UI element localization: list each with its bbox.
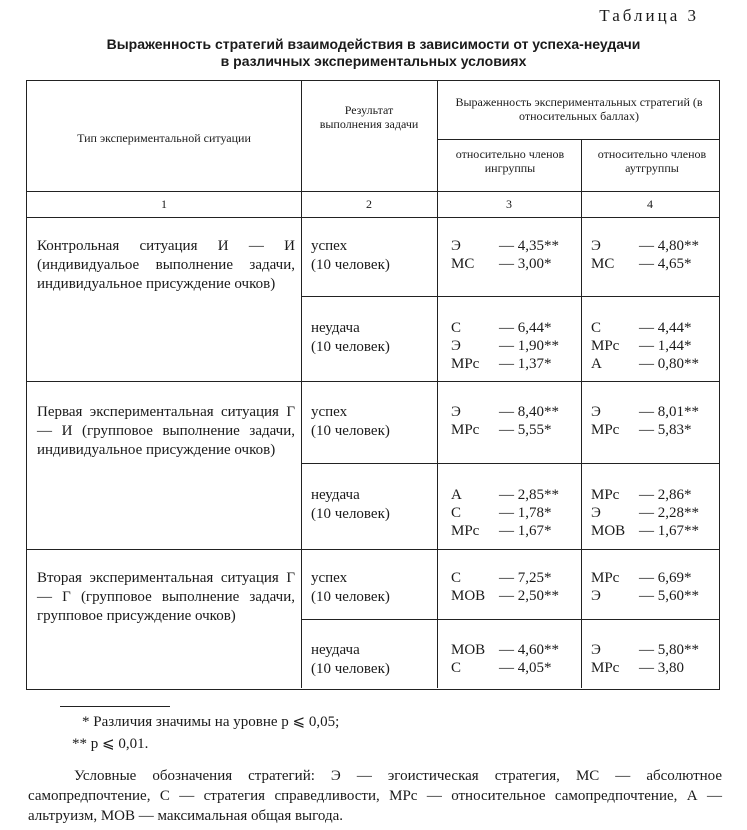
strategy-score: — 0,80**	[639, 356, 699, 372]
result-failure-3: неудача (10 человек)	[311, 642, 390, 677]
cell-outgroup	[591, 237, 699, 273]
footnote-separator	[60, 706, 170, 707]
strategy-abbr: Э	[451, 338, 461, 354]
strategy-value	[591, 421, 699, 439]
strategy-score: — 8,01**	[639, 404, 699, 420]
cell-outgroup	[591, 641, 699, 677]
cell-ingroup	[451, 319, 559, 373]
strategy-score: — 3,80	[639, 660, 684, 676]
row3-split	[301, 619, 719, 620]
header-sub-divider	[437, 139, 719, 140]
data-table	[26, 80, 720, 690]
strategy-abbr: МОВ	[451, 642, 486, 658]
strategy-value	[451, 403, 559, 421]
header-task-result: Результат выполнения задачи	[319, 103, 419, 131]
result-success-3: успех (10 человек)	[311, 570, 390, 605]
numbers-bottom	[27, 217, 719, 218]
strategy-value	[451, 587, 559, 605]
strategy-value	[591, 522, 699, 540]
strategy-abbr: Э	[591, 588, 601, 604]
strategy-value	[591, 641, 699, 659]
strategy-abbr: Э	[591, 642, 601, 658]
strategy-value	[591, 319, 699, 337]
strategy-value	[451, 255, 559, 273]
strategy-abbr: Э	[591, 505, 601, 521]
strategy-value	[451, 337, 559, 355]
strategy-abbr: Э	[451, 404, 461, 420]
cell-outgroup	[591, 319, 699, 373]
strategy-score: — 1,78*	[499, 505, 552, 521]
strategy-value	[591, 569, 699, 587]
situation-first: Первая экспериментальная ситуация Г — И (групповое выполнение задачи, индивидуальное присуждение очков)	[37, 404, 295, 458]
strategy-value	[591, 659, 699, 677]
cell-ingroup	[451, 403, 559, 439]
strategy-value	[591, 486, 699, 504]
header-ingroup: относительно членов ингруппы	[455, 147, 565, 175]
strategy-abbr: С	[451, 570, 462, 586]
strategy-value	[591, 403, 699, 421]
strategy-score: — 4,65*	[639, 256, 692, 272]
col-divider-2	[437, 81, 438, 688]
strategy-abbr: МС	[591, 256, 615, 272]
strategy-value	[591, 337, 699, 355]
strategy-abbr: МРс	[591, 338, 620, 354]
strategy-score: — 5,55*	[499, 422, 552, 438]
strategy-abbr: Э	[451, 238, 461, 254]
col-number-3: 3	[506, 197, 512, 211]
footnote-one-star: * Различия значимы на уровне p ⩽ 0,05;	[82, 714, 340, 730]
strategy-score: — 8,40**	[499, 404, 559, 420]
header-outgroup: относительно членов аутгруппы	[597, 147, 707, 175]
strategy-value	[451, 504, 559, 522]
situation-control: Контрольная ситуация И — И (индивидуальое выполнение задачи, индивидуальное присуждение очков)	[37, 238, 295, 292]
strategy-abbr: МОВ	[591, 523, 626, 539]
strategy-score: — 4,35**	[499, 238, 559, 254]
col-number-4: 4	[647, 197, 653, 211]
strategy-abbr: Э	[591, 404, 601, 420]
strategy-abbr: МС	[451, 256, 475, 272]
strategy-value	[451, 319, 559, 337]
cell-outgroup	[591, 403, 699, 439]
strategy-score: — 1,44*	[639, 338, 692, 354]
strategy-value	[591, 504, 699, 522]
strategy-value	[591, 587, 699, 605]
cell-outgroup	[591, 486, 699, 540]
strategy-score: — 1,90**	[499, 338, 559, 354]
strategy-abbr: МРс	[451, 523, 480, 539]
strategy-abbr: МРс	[591, 660, 620, 676]
strategy-value	[451, 486, 559, 504]
cell-ingroup	[451, 569, 559, 605]
cell-ingroup	[451, 237, 559, 273]
situation-second: Вторая экспериментальная ситуация Г — Г (групповое выполнение задачи, групповое присуждение очков)	[37, 570, 295, 624]
strategy-value	[451, 641, 559, 659]
strategy-score: — 5,83*	[639, 422, 692, 438]
strategy-value	[451, 659, 559, 677]
strategy-abbr: С	[451, 505, 462, 521]
strategy-abbr: МРс	[451, 356, 480, 372]
strategy-value	[451, 237, 559, 255]
strategy-value	[451, 355, 559, 373]
strategy-score: — 1,67**	[639, 523, 699, 539]
strategy-legend: Условные обозначения стратегий: Э — эгоистическая стратегия, МС — абсолютное самопредпочтение, С — стратегия справедливости, МРс — относительное самопредпочтение, А — альтруизм, МОВ — максимальная общая выгода.	[28, 768, 722, 824]
strategy-abbr: МРс	[451, 422, 480, 438]
strategy-value	[451, 569, 559, 587]
strategy-score: — 6,44*	[499, 320, 552, 336]
strategy-score: — 4,44*	[639, 320, 692, 336]
table-label: Таблица 3	[599, 6, 699, 25]
cell-ingroup	[451, 641, 559, 677]
strategy-score: — 1,37*	[499, 356, 552, 372]
strategy-score: — 3,00*	[499, 256, 552, 272]
strategy-abbr: МРс	[591, 487, 620, 503]
strategy-abbr: А	[591, 356, 602, 372]
title-line-1: Выраженность стратегий взаимодействия в зависимости от успеха-неудачи	[106, 36, 641, 52]
strategy-score: — 7,25*	[499, 570, 552, 586]
strategy-abbr: МРс	[591, 422, 620, 438]
strategy-score: — 5,80**	[639, 642, 699, 658]
header-strategy-expression: Выраженность экспериментальных стратегий (в относительных баллах)	[455, 95, 703, 123]
strategy-score: — 2,85**	[499, 487, 559, 503]
row2-split	[301, 463, 719, 464]
strategy-abbr: С	[451, 320, 462, 336]
footnote-two-star: ** p ⩽ 0,01.	[72, 736, 149, 752]
row1-split	[301, 296, 719, 297]
cell-ingroup	[451, 486, 559, 540]
title-line-2: в различных экспериментальных условиях	[220, 53, 527, 69]
strategy-score: — 6,69*	[639, 570, 692, 586]
result-success-1: успех (10 человек)	[311, 238, 390, 273]
col-divider-1	[301, 81, 302, 688]
strategy-value	[451, 522, 559, 540]
cell-outgroup	[591, 569, 699, 605]
result-success-2: успех (10 человек)	[311, 404, 390, 439]
strategy-score: — 2,50**	[499, 588, 559, 604]
strategy-value	[451, 421, 559, 439]
strategy-score: — 4,60**	[499, 642, 559, 658]
strategy-score: — 4,80**	[639, 238, 699, 254]
section2-bottom	[27, 549, 719, 550]
header-bottom	[27, 191, 719, 192]
strategy-abbr: МРс	[591, 570, 620, 586]
strategy-value	[591, 255, 699, 273]
col-divider-3	[581, 139, 582, 688]
section1-bottom	[27, 381, 719, 382]
result-failure-1: неудача (10 человек)	[311, 320, 390, 355]
col-number-1: 1	[161, 197, 167, 211]
strategy-score: — 2,86*	[639, 487, 692, 503]
header-situation-type: Тип экспериментальной ситуации	[77, 131, 251, 145]
strategy-score: — 1,67*	[499, 523, 552, 539]
strategy-abbr: С	[591, 320, 602, 336]
table-title	[0, 36, 747, 70]
strategy-abbr: МОВ	[451, 588, 486, 604]
strategy-value	[591, 355, 699, 373]
col-number-2: 2	[366, 197, 372, 211]
strategy-score: — 2,28**	[639, 505, 699, 521]
result-failure-2: неудача (10 человек)	[311, 487, 390, 522]
strategy-score: — 5,60**	[639, 588, 699, 604]
strategy-abbr: С	[451, 660, 462, 676]
strategy-abbr: А	[451, 487, 462, 503]
strategy-value	[591, 237, 699, 255]
strategy-score: — 4,05*	[499, 660, 552, 676]
strategy-abbr: Э	[591, 238, 601, 254]
